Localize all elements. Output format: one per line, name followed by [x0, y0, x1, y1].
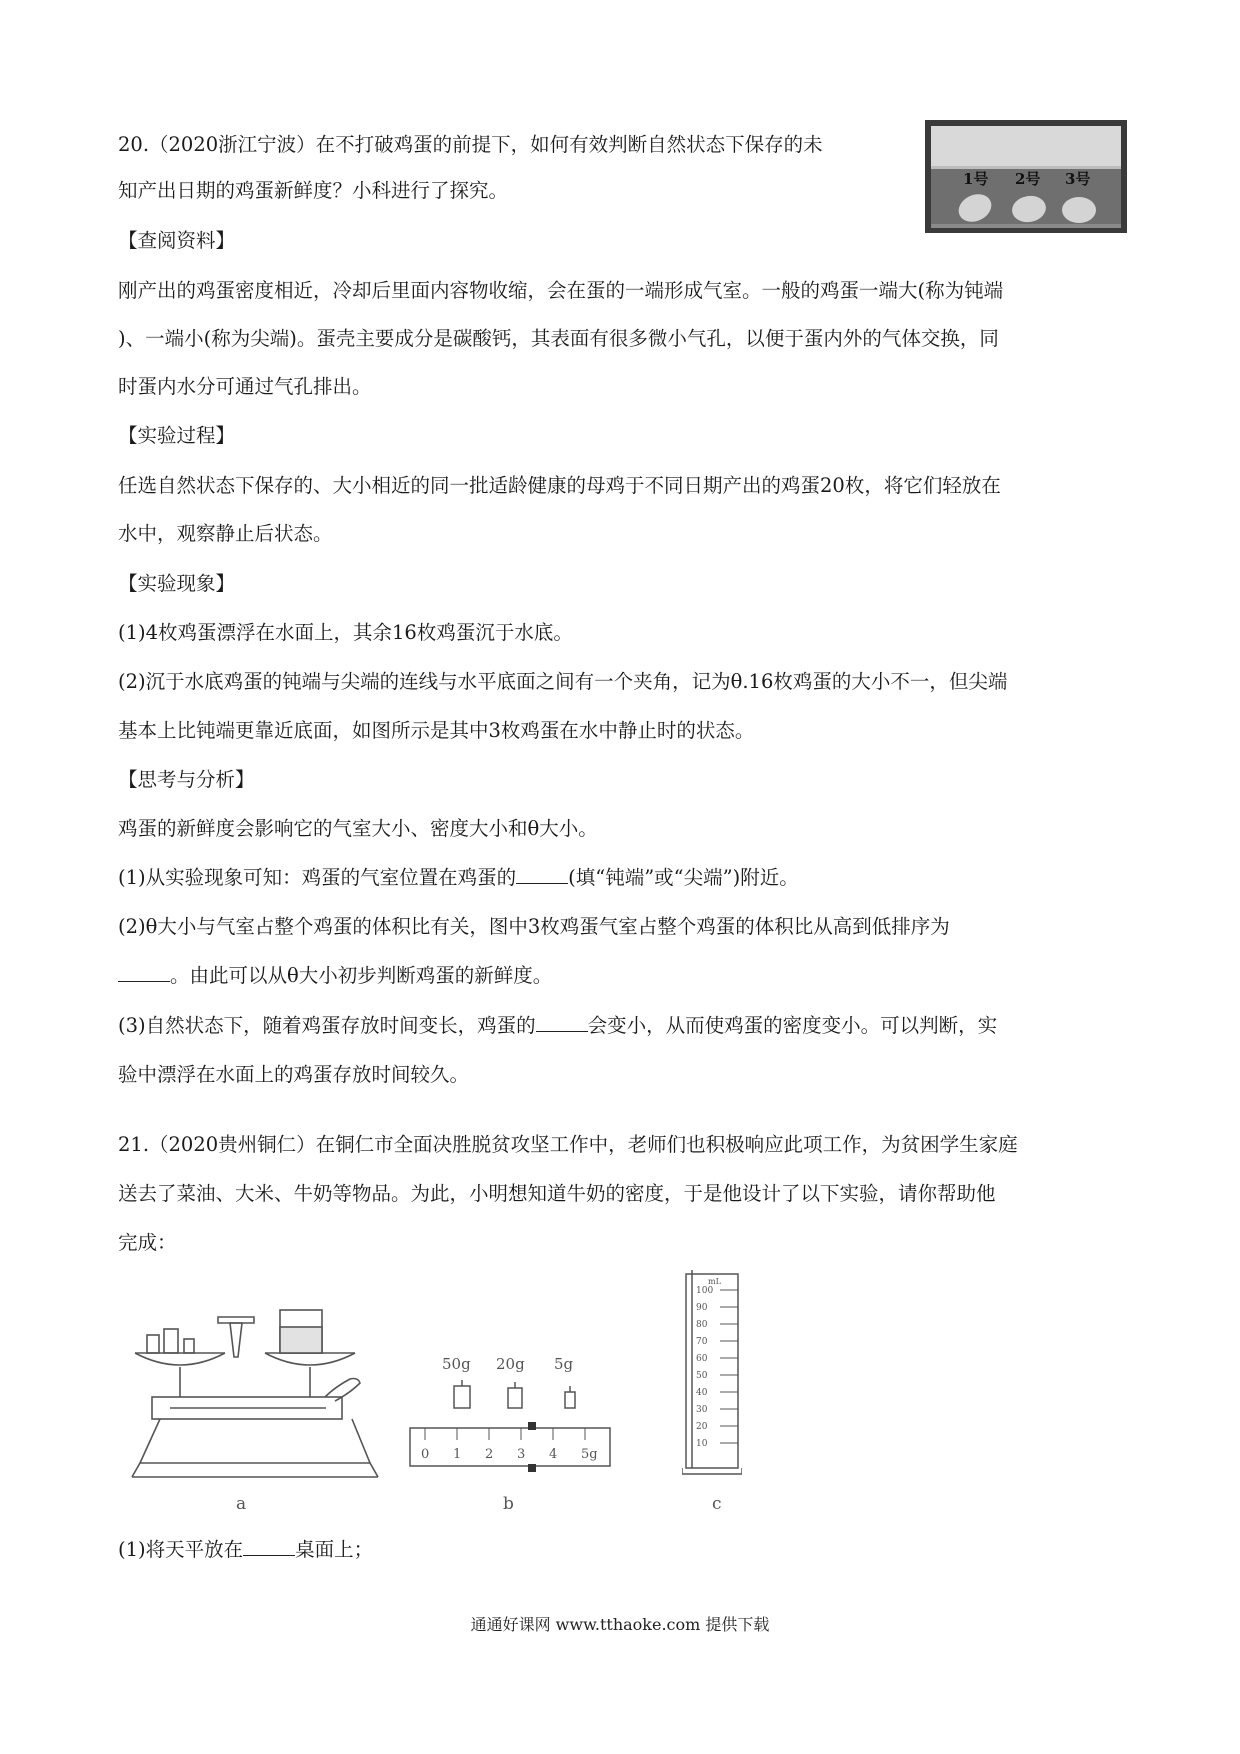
q21-sub1-pre: (1)将天平放在: [118, 1538, 244, 1561]
weight-labels: [442, 1355, 612, 1375]
cylinder-tick-label: 40: [696, 1388, 708, 1398]
q20-sub3-pre: (3)自然状态下，随着鸡蛋存放时间变长，鸡蛋的: [118, 1014, 536, 1037]
page-footer: 通通好课网 www.tthaoke.com 提供下载: [470, 1615, 770, 1634]
cylinder-tick-label: 50: [696, 1371, 708, 1381]
answer-blank[interactable]: [243, 1537, 295, 1556]
q20-line: 水中，观察静止后状态。: [118, 522, 333, 545]
q20-sub3: [118, 1012, 997, 1040]
tank-label-2: 2号: [1015, 170, 1041, 188]
q20-line: (1)4枚鸡蛋漂浮在水面上，其余16枚鸡蛋沉于水底。: [118, 621, 573, 644]
section-heading: 【实验过程】: [118, 424, 236, 447]
egg-tank-figure: [925, 120, 1127, 233]
q20-line: 鸡蛋的新鲜度会影响它的气室大小、密度大小和θ大小。: [118, 817, 598, 840]
section-heading: 【实验现象】: [118, 572, 236, 595]
q21-line: 21.（2020贵州铜仁）在铜仁市全面决胜脱贫攻坚工作中，老师们也积极响应此项工作，为贫困学生家庭: [118, 1133, 1018, 1156]
section-heading: 【思考与分析】: [118, 768, 255, 791]
cylinder-tick-label: 60: [696, 1354, 708, 1364]
answer-blank[interactable]: [536, 1013, 588, 1032]
q20-sub2-post: 。由此可以从θ大小初步判断鸡蛋的新鲜度。: [170, 964, 553, 987]
answer-blank[interactable]: [118, 963, 170, 982]
fig-label-b: b: [503, 1494, 514, 1514]
q20-line: 任选自然状态下保存的、大小相近的同一批适龄健康的母鸡于不同日期产出的鸡蛋20枚，将它们轻放在: [118, 474, 1001, 497]
section-heading: 【查阅资料】: [118, 229, 236, 252]
q20-sub1-post: (填“钝端”或“尖端”)附近。: [568, 866, 799, 889]
ruler-tick: 1: [453, 1447, 462, 1462]
ruler-tick: 4: [549, 1447, 558, 1462]
q20-line: 时蛋内水分可通过气孔排出。: [118, 375, 372, 398]
q20-line: 知产出日期的鸡蛋新鲜度？小科进行了探究。: [118, 179, 509, 202]
balance-figure: [130, 1305, 380, 1485]
cylinder-tick-label: 80: [696, 1320, 708, 1330]
q21-sub1-post: 桌面上；: [295, 1538, 374, 1561]
q20-sub3-post: 会变小，从而使鸡蛋的密度变小。可以判断，实: [587, 1014, 998, 1037]
q20-line: 基本上比钝端更靠近底面，如图所示是其中3枚鸡蛋在水中静止时的状态。: [118, 719, 755, 742]
q20-sub3-cont: 验中漂浮在水面上的鸡蛋存放时间较久。: [118, 1063, 470, 1086]
q20-line: (2)沉于水底鸡蛋的钝端与尖端的连线与水平底面之间有一个夹角，记为θ.16枚鸡蛋的大小不一，但尖端: [118, 670, 1008, 693]
weight-label: 50g: [442, 1355, 471, 1373]
q20-line: 刚产出的鸡蛋密度相近，冷却后里面内容物收缩，会在蛋的一端形成气室。一般的鸡蛋一端大(称为钝端: [118, 279, 1004, 302]
q21-sub1: [118, 1536, 373, 1564]
cylinder-tick-label: 30: [696, 1405, 708, 1415]
fig-label-c: c: [712, 1494, 722, 1514]
weight-label: 5g: [554, 1355, 574, 1373]
cylinder-tick-label: 100: [696, 1286, 714, 1296]
q21-line: 完成：: [118, 1231, 177, 1254]
ruler-tick: 3: [517, 1447, 526, 1462]
weight-label: 20g: [496, 1355, 525, 1373]
q20-line: )、一端小(称为尖端)。蛋壳主要成分是碳酸钙，其表面有很多微小气孔，以便于蛋内外的气体交换，同: [118, 327, 999, 350]
answer-blank[interactable]: [516, 865, 568, 884]
cylinder-tick-label: 90: [696, 1303, 708, 1313]
q20-sub2-cont: [118, 962, 552, 990]
tank-label-1: 1号: [963, 170, 989, 188]
ruler-tick: 2: [485, 1447, 494, 1462]
q20-sub2: (2)θ大小与气室占整个鸡蛋的体积比有关，图中3枚鸡蛋气室占整个鸡蛋的体积比从高到低排序为: [118, 915, 950, 938]
tank-label-3: 3号: [1065, 170, 1091, 188]
cylinder-tick-label: 20: [696, 1422, 708, 1432]
ruler-tick: 0: [421, 1447, 430, 1462]
ruler-tick: 5g: [581, 1447, 598, 1462]
q20-sub1-pre: (1)从实验现象可知：鸡蛋的气室位置在鸡蛋的: [118, 866, 517, 889]
measuring-cylinder-figure: [682, 1268, 742, 1488]
fig-label-a: a: [236, 1494, 247, 1514]
q20-line: 20.（2020浙江宁波）在不打破鸡蛋的前提下，如何有效判断自然状态下保存的未: [118, 133, 823, 156]
q20-sub1: [118, 864, 799, 892]
ruler-figure: [405, 1378, 615, 1483]
cylinder-tick-label: 10: [696, 1439, 708, 1449]
q21-line: 送去了菜油、大米、牛奶等物品。为此，小明想知道牛奶的密度，于是他设计了以下实验，请你帮助他: [118, 1182, 996, 1205]
cylinder-tick-label: 70: [696, 1337, 708, 1347]
cylinder-unit: mL: [708, 1277, 721, 1286]
